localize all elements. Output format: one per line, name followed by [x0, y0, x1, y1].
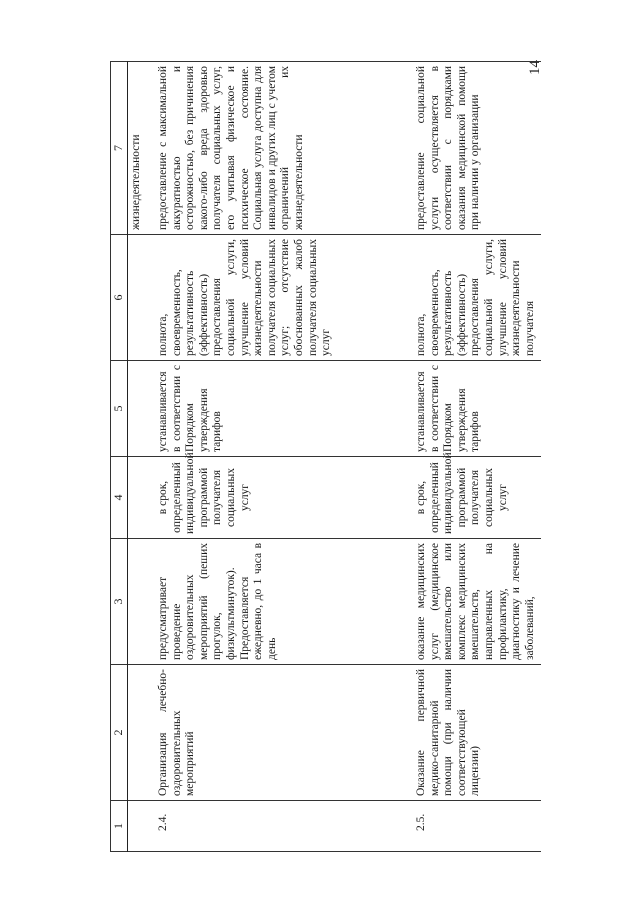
service-tariff: устанавливается в соответствии с Порядком утверждения тарифов	[411, 361, 541, 457]
row-number: 2.4.	[153, 801, 411, 852]
column-header: 5	[111, 361, 128, 457]
column-header: 1	[111, 801, 128, 852]
service-conditions: предоставление социальной услуги осуществляется в соответствии с порядками оказания медицинской помощи при наличии у организации	[411, 62, 541, 235]
services-table	[110, 61, 541, 852]
column-header: 7	[111, 62, 128, 235]
service-description: оказание медицинских услуг (медицинское вмешательство или комплекс медицинских вмешательств, направленных на профилактику, диагностику и лечение заболеваний,	[411, 539, 541, 665]
service-term: в срок, определенный индивидуальной программой получателя социальных услуг	[153, 457, 411, 539]
service-description: предусматривает проведение оздоровительных мероприятий (пеших прогулок, физкультминуток). Предоставляется ежедневно, до 1 часа в день	[153, 539, 411, 665]
continuation-text: жизнедеятельности	[127, 62, 153, 235]
rotated-page-content	[110, 62, 536, 852]
continuation-row	[127, 62, 153, 852]
page-number: 14	[527, 60, 543, 75]
service-term: в срок, определенный индивидуальной программой получателя социальных услуг	[411, 457, 541, 539]
column-header: 2	[111, 665, 128, 801]
service-name: Оказание первичной медико-санитарной помощи (при наличии соответствующей лицензии)	[411, 665, 541, 801]
service-conditions: предоставление с максимальной аккуратностью и осторожностью, без причинения какого-либо вреда здоровью получателя социальных услуг, его учитывая физическое и психическое состояние. Социальная услуга доступна для инвалидов и других лиц с учетом ограничений их жизнедеятельности	[153, 62, 411, 235]
table-row	[411, 62, 541, 852]
header-row	[111, 62, 128, 852]
table-row	[153, 62, 411, 852]
row-number: 2.5.	[411, 801, 541, 852]
column-header: 4	[111, 457, 128, 539]
service-name: Организация лечебно-оздоровительных мероприятий	[153, 665, 411, 801]
column-header: 6	[111, 235, 128, 361]
service-tariff: устанавливается в соответствии с Порядком утверждения тарифов	[153, 361, 411, 457]
column-header: 3	[111, 539, 128, 665]
quality-indicators: полнота, своевременность, результативность (эффективность) предоставления социальной услуги, улучшение условий жизнедеятельности получателя социальных услуг; отсутствие обоснованных жалоб получателя социальных услуг	[153, 235, 411, 361]
quality-indicators: полнота, своевременность, результативность (эффективность) предоставления социальной услуги, улучшение условий жизнедеятельности получателя	[411, 235, 541, 361]
